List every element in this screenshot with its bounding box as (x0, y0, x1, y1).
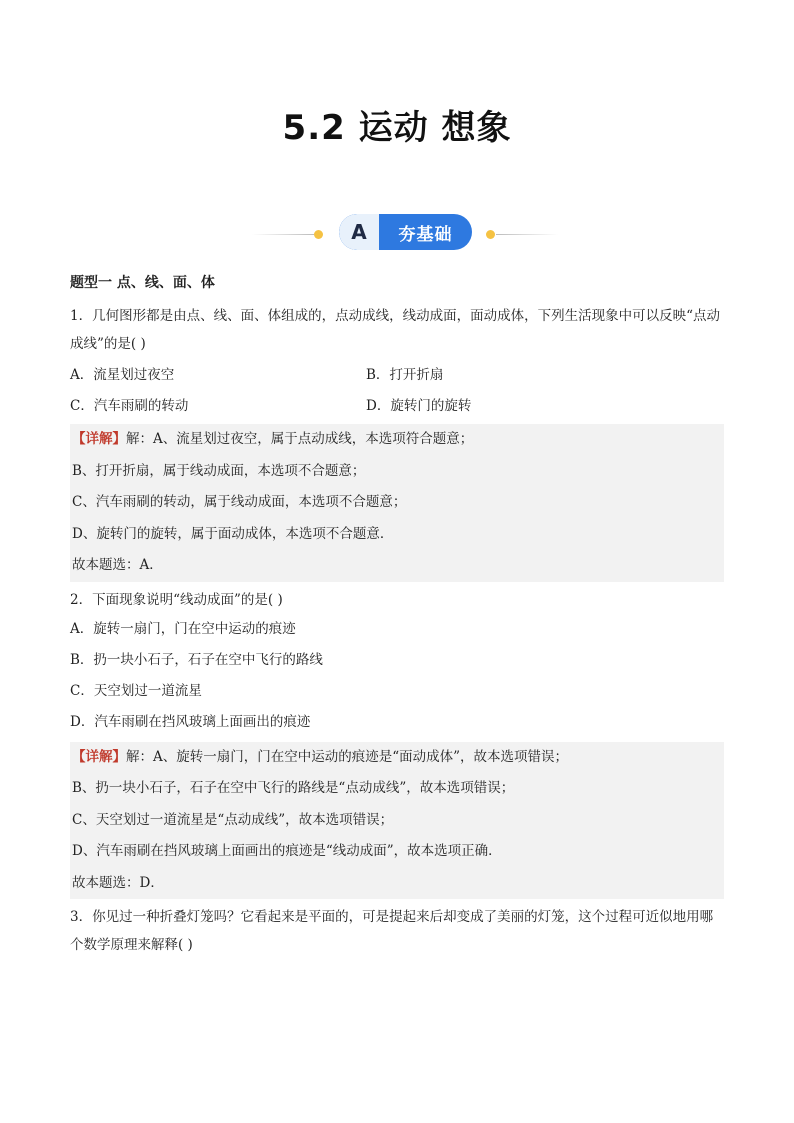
q1-option-d: D．旋转门的旋转 (366, 398, 472, 414)
banner-dot-left (314, 230, 323, 239)
answer-tag: 【详解】 (72, 748, 126, 765)
answer-line: B、扔一块小石子，石子在空中飞行的路线是“点动成线”，故本选项错误； (72, 780, 515, 796)
question-3-text: 3．你见过一种折叠灯笼吗？它看起来是平面的，可是提起来后却变成了美丽的灯笼，这个过程可近似地用哪个数学原理来解释( ) (70, 909, 714, 953)
answer-line: 解：A、旋转一扇门，门在空中运动的痕迹是“面动成体”，故本选项错误； (126, 748, 569, 765)
answer-line: C、汽车雨刷的转动，属于线动成面，本选项不合题意； (72, 494, 407, 510)
section-banner (0, 212, 794, 252)
answer-line: D、汽车雨刷在挡风玻璃上面画出的痕迹是“线动成面”，故本选项正确． (72, 843, 502, 859)
answer-conclusion: 故本题选：A． (72, 557, 163, 573)
level-badge (339, 214, 472, 250)
badge-label: 夯基础 (398, 224, 453, 245)
q2-option-d: D．汽车雨刷在挡风玻璃上面画出的痕迹 (70, 713, 311, 730)
banner-line-left (252, 234, 314, 235)
question-2-options (70, 614, 724, 738)
q1-option-a: A．流星划过夜空 (70, 367, 175, 383)
answer-line: B、打开折扇，属于线动成面，本选项不合题意； (72, 462, 366, 479)
answer-tag: 【详解】 (72, 431, 126, 447)
answer-conclusion: 故本题选：D． (72, 874, 164, 891)
question-1-text: 1．几何图形都是由点、线、面、体组成的，点动成线，线动成面，面动成体，下列生活现象中可以反映“点动成线”的是( ) (70, 308, 720, 352)
answer-line: C、天空划过一道流星是“点动成线”，故本选项错误； (72, 811, 394, 828)
question-2-text: 2．下面现象说明“线动成面”的是( ) (70, 591, 283, 608)
question-1-options (70, 362, 724, 420)
q2-option-a: A．旋转一扇门，门在空中运动的痕迹 (70, 620, 296, 637)
badge-letter: A (339, 214, 379, 250)
page-title: 5.2 运动 想象 (282, 108, 512, 148)
answer-line: 解：A、流星划过夜空，属于点动成线，本选项符合题意； (126, 431, 474, 447)
q2-option-b: B．扔一块小石子，石子在空中飞行的路线 (70, 651, 323, 668)
q2-option-c: C．天空划过一道流星 (70, 682, 202, 699)
question-2-answer (70, 742, 724, 900)
answer-line: D、旋转门的旋转，属于面动成体，本选项不合题意． (72, 525, 394, 542)
banner-dot-right (486, 230, 495, 239)
banner-line-right (496, 234, 558, 235)
q1-option-c: C．汽车雨刷的转动 (70, 398, 189, 414)
q1-option-b: B．打开折扇 (366, 367, 444, 383)
section-heading: 题型一 点、线、面、体 (70, 275, 215, 291)
question-1-answer (70, 424, 724, 582)
document-body (70, 268, 724, 959)
